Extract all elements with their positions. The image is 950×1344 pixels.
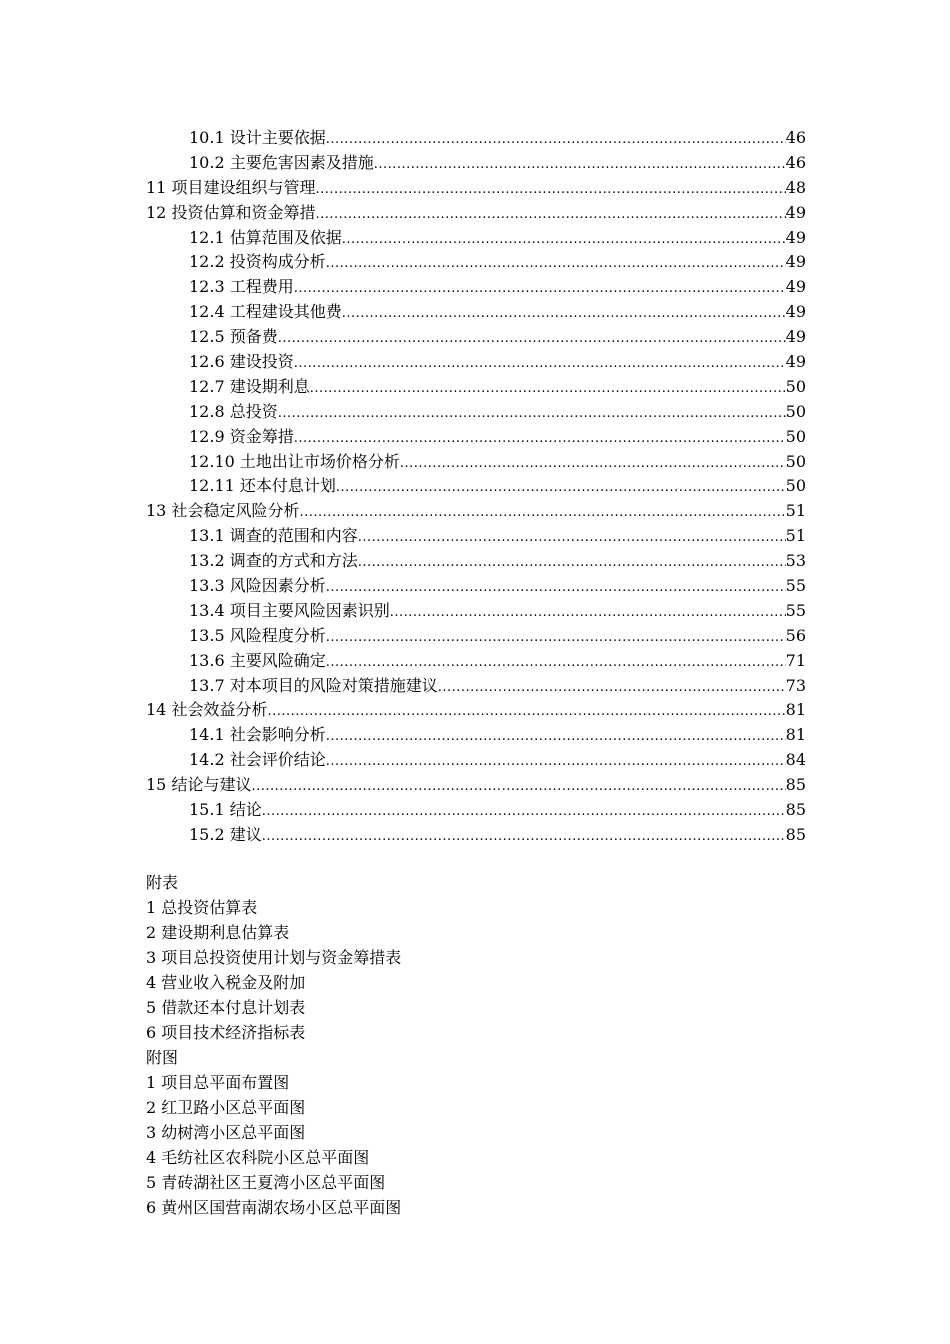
table-of-contents [146, 126, 806, 848]
toc-entry[interactable] [146, 375, 806, 400]
toc-entry[interactable] [146, 748, 806, 773]
appendix-heading: 附图 [146, 1048, 179, 1067]
toc-entry-label: 12.3 工程费用 [189, 277, 294, 297]
toc-entry-label: 13 社会稳定风险分析 [146, 501, 300, 521]
toc-entry-page: 46 [785, 128, 806, 147]
toc-entry[interactable] [146, 674, 806, 699]
toc-entry[interactable] [146, 823, 806, 848]
toc-entry-label: 12.9 资金筹措 [189, 426, 294, 446]
toc-leader-dots [262, 825, 786, 850]
toc-entry-label: 12.8 总投资 [189, 401, 278, 421]
toc-entry-label: 13.7 对本项目的风险对策措施建议 [189, 675, 438, 695]
toc-entry[interactable] [146, 599, 806, 624]
toc-entry[interactable] [146, 524, 806, 549]
toc-entry-label: 15 结论与建议 [146, 775, 252, 795]
toc-entry-page: 50 [785, 401, 806, 421]
toc-entry-page: 85 [785, 800, 806, 820]
toc-entry-page: 48 [785, 177, 806, 197]
toc-entry[interactable] [146, 450, 806, 475]
toc-leader-dots [315, 178, 785, 203]
toc-entry-label: 10.2 主要危害因素及措施 [189, 152, 374, 172]
toc-leader-dots [326, 626, 786, 651]
toc-entry-page: 49 [785, 252, 806, 272]
toc-entry-label: 13.5 风险程度分析 [189, 625, 326, 645]
appendix-item: 3 项目总投资使用计划与资金筹措表 [146, 948, 402, 967]
toc-entry[interactable] [146, 350, 806, 375]
toc-leader-dots [278, 327, 786, 352]
toc-entry[interactable] [146, 226, 806, 251]
toc-leader-dots [342, 302, 786, 327]
toc-entry-page: 53 [785, 551, 806, 571]
toc-entry-label: 13.6 主要风险确定 [189, 650, 326, 670]
toc-entry-page: 84 [785, 750, 806, 770]
toc-entry[interactable] [146, 723, 806, 748]
toc-entry-page: 56 [785, 625, 806, 645]
appendix-heading: 附表 [146, 873, 179, 892]
toc-entry[interactable] [146, 698, 806, 723]
toc-leader-dots [390, 601, 786, 626]
toc-entry-page: 49 [785, 352, 806, 372]
toc-entry-page: 50 [785, 451, 806, 471]
toc-entry-label: 12.11 还本付息计划 [189, 476, 336, 496]
toc-leader-dots [299, 501, 785, 526]
toc-entry-page: 49 [785, 277, 806, 297]
appendix-item: 2 红卫路小区总平面图 [146, 1098, 306, 1117]
toc-leader-dots [374, 153, 786, 178]
toc-leader-dots [326, 576, 786, 601]
toc-leader-dots [267, 700, 785, 725]
toc-entry-page: 49 [785, 202, 806, 222]
toc-entry[interactable] [146, 176, 806, 201]
appendix-item: 4 营业收入税金及附加 [146, 973, 306, 992]
appendix-item: 1 项目总平面布置图 [146, 1073, 290, 1092]
toc-entry[interactable] [146, 275, 806, 300]
toc-leader-dots [326, 725, 786, 750]
toc-entry[interactable] [146, 126, 806, 151]
toc-entry-page: 49 [785, 227, 806, 247]
toc-entry-label: 12.7 建设期利息 [189, 376, 310, 396]
toc-entry[interactable] [146, 499, 806, 524]
toc-entry-label: 14 社会效益分析 [146, 700, 268, 720]
toc-leader-dots [342, 228, 786, 253]
toc-entry-label: 11 项目建设组织与管理 [146, 177, 316, 197]
toc-leader-dots [326, 651, 786, 676]
toc-entry-page: 55 [785, 600, 806, 620]
toc-leader-dots [294, 277, 786, 302]
toc-entry[interactable] [146, 250, 806, 275]
toc-entry-page: 50 [785, 376, 806, 396]
toc-leader-dots [400, 452, 786, 477]
toc-entry-label: 12 投资估算和资金筹措 [146, 202, 316, 222]
toc-entry-page: 49 [785, 302, 806, 322]
appendix-item: 6 项目技术经济指标表 [146, 1023, 306, 1042]
toc-entry-page: 73 [785, 675, 806, 695]
toc-leader-dots [294, 427, 786, 452]
toc-leader-dots [294, 352, 786, 377]
toc-entry-label: 12.6 建设投资 [189, 352, 294, 372]
toc-leader-dots [310, 377, 786, 402]
toc-entry[interactable] [146, 300, 806, 325]
toc-leader-dots [336, 476, 786, 501]
toc-entry-label: 12.4 工程建设其他费 [189, 302, 342, 322]
appendix-item: 5 青砖湖社区王夏湾小区总平面图 [146, 1173, 386, 1192]
toc-entry-page: 85 [785, 824, 806, 844]
toc-entry[interactable] [146, 425, 806, 450]
toc-entry[interactable] [146, 151, 806, 176]
toc-entry[interactable] [146, 325, 806, 350]
appendix-item: 3 幼树湾小区总平面图 [146, 1123, 306, 1142]
toc-entry[interactable] [146, 649, 806, 674]
appendix-item: 1 总投资估算表 [146, 898, 258, 917]
toc-entry-label: 12.5 预备费 [189, 327, 278, 347]
toc-entry-page: 81 [785, 700, 806, 720]
toc-leader-dots [326, 750, 786, 775]
toc-entry[interactable] [146, 773, 806, 798]
toc-leader-dots [251, 775, 785, 800]
toc-entry-label: 10.1 设计主要依据 [189, 128, 326, 147]
appendix-item: 6 黄州区国营南湖农场小区总平面图 [146, 1198, 402, 1217]
toc-entry[interactable] [146, 549, 806, 574]
toc-entry[interactable] [146, 400, 806, 425]
toc-entry-page: 49 [785, 327, 806, 347]
toc-entry-page: 85 [785, 775, 806, 795]
appendix-item: 2 建设期利息估算表 [146, 923, 290, 942]
toc-entry-label: 13.1 调查的范围和内容 [189, 526, 358, 546]
toc-leader-dots [326, 252, 786, 277]
toc-entry[interactable] [146, 798, 806, 823]
toc-entry[interactable] [146, 574, 806, 599]
toc-entry[interactable] [146, 201, 806, 226]
toc-leader-dots [278, 402, 786, 427]
toc-entry-page: 71 [785, 650, 806, 670]
toc-entry-label: 13.3 风险因素分析 [189, 576, 326, 596]
toc-entry-label: 12.1 估算范围及依据 [189, 227, 342, 247]
toc-entry-label: 13.4 项目主要风险因素识别 [189, 600, 390, 620]
toc-entry-label: 13.2 调查的方式和方法 [189, 551, 358, 571]
toc-entry-label: 14.2 社会评价结论 [189, 750, 326, 770]
toc-leader-dots [438, 676, 786, 701]
toc-entry-label: 15.1 结论 [189, 800, 262, 820]
toc-leader-dots [326, 128, 786, 153]
toc-entry-label: 14.1 社会影响分析 [189, 725, 326, 745]
toc-leader-dots [315, 203, 785, 228]
toc-entry-page: 81 [785, 725, 806, 745]
toc-entry[interactable] [146, 624, 806, 649]
toc-leader-dots [262, 800, 786, 825]
appendix-item: 4 毛纺社区农科院小区总平面图 [146, 1148, 370, 1167]
appendix-list [146, 870, 546, 1220]
toc-entry-page: 55 [785, 576, 806, 596]
toc-entry[interactable] [146, 474, 806, 499]
toc-entry-page: 50 [785, 426, 806, 446]
toc-leader-dots [358, 526, 786, 551]
toc-leader-dots [358, 551, 786, 576]
toc-entry-page: 46 [785, 152, 806, 172]
appendix-item: 5 借款还本付息计划表 [146, 998, 306, 1017]
toc-entry-page: 51 [785, 501, 806, 521]
toc-entry-label: 12.10 土地出让市场价格分析 [189, 451, 400, 471]
toc-entry-page: 51 [785, 526, 806, 546]
toc-entry-page: 50 [785, 476, 806, 496]
toc-entry-label: 12.2 投资构成分析 [189, 252, 326, 272]
toc-entry-label: 15.2 建议 [189, 824, 262, 844]
